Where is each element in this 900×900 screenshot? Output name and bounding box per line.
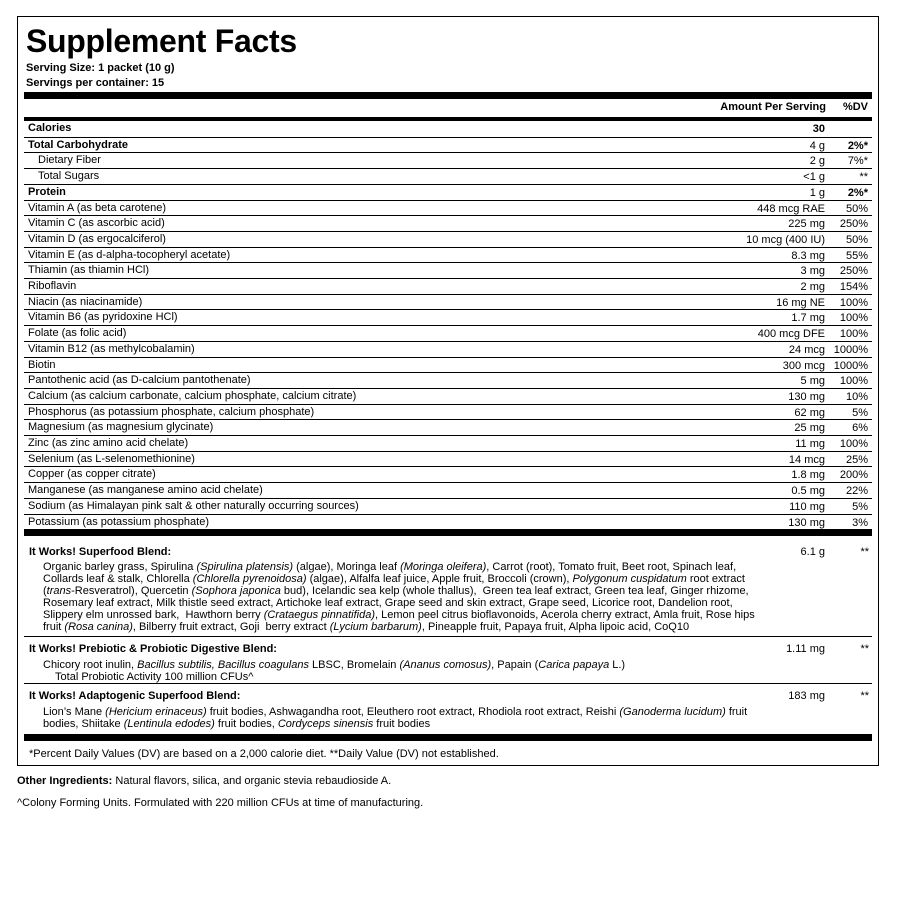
blend-amount: 1.11 mg	[786, 643, 825, 655]
ingredient-text: Carica papaya	[538, 659, 610, 671]
nutrient-dv: 5%	[852, 406, 868, 419]
nutrient-row	[24, 309, 872, 325]
cfu-note: ^Colony Forming Units. Formulated with 220 million CFUs at time of manufacturing.	[17, 797, 424, 809]
nutrient-amount: 5 mg	[800, 375, 825, 388]
nutrient-amount: 130 mg	[788, 390, 825, 403]
nutrient-name: Total Sugars	[38, 170, 100, 183]
blend-ingredients	[43, 659, 767, 683]
servings-per-container: Servings per container: 15	[26, 77, 165, 89]
nutrient-name: Niacin (as niacinamide)	[28, 295, 143, 308]
blend-ingredient-line	[43, 561, 767, 573]
nutrient-name: Vitamin A (as beta carotene)	[28, 201, 166, 214]
nutrient-dv: 22%	[845, 485, 868, 498]
nutrient-name: Folate (as folic acid)	[28, 327, 127, 340]
ingredient-text: , Pineapple fruit, Papaya fruit, Alpha lipoic acid, CoQ10	[421, 621, 690, 633]
nutrient-dv: 154%	[839, 281, 868, 293]
nutrient-name: Potassium (as potassium phosphate)	[28, 515, 209, 528]
ingredient-text: (Hericium erinaceus)	[105, 706, 207, 718]
nutrient-row	[24, 231, 872, 247]
nutrient-dv: 55%	[845, 249, 868, 262]
ingredient-text: Bacillus subtilis, Bacillus coagulans	[137, 659, 309, 671]
nutrient-name: Protein	[28, 185, 66, 198]
nutrient-row	[24, 215, 872, 231]
nutrient-name: Zinc (as zinc amino acid chelate)	[28, 437, 189, 449]
ingredient-text: (algae), Moringa leaf	[293, 561, 401, 573]
ingredient-text: Total Probiotic Activity 100 million CFUs^	[43, 671, 254, 683]
nutrient-row	[24, 184, 872, 200]
ingredient-text: Polygonum cuspidatum	[572, 573, 687, 585]
supplement-facts-panel	[17, 16, 879, 766]
ingredient-text: (	[43, 585, 47, 597]
nutrient-name: Phosphorus (as potassium phosphate, calcium phosphate)	[28, 405, 315, 418]
blend-dv: **	[860, 690, 869, 702]
nutrient-row	[24, 466, 872, 482]
nutrient-name: Vitamin D (as ergocalciferol)	[28, 232, 166, 245]
serving-size: Serving Size: 1 packet (10 g)	[26, 62, 175, 74]
nutrient-amount: 110 mg	[789, 500, 825, 513]
nutrient-row	[24, 137, 872, 153]
nutrient-name: Riboflavin	[28, 280, 77, 292]
ingredient-text: fruit bodies,	[214, 718, 278, 730]
other-ingredients	[17, 774, 391, 788]
nutrient-amount: 8.3 mg	[791, 249, 825, 262]
ingredient-text: (Rosa canina)	[64, 621, 133, 633]
ingredient-text: L.)	[609, 659, 626, 671]
ingredient-text: (Sophora japonica	[191, 585, 281, 597]
nutrient-name: Vitamin B12 (as methylcobalamin)	[28, 342, 195, 355]
ingredient-text: (Lycium barbarum)	[329, 621, 422, 633]
ingredient-text: (Ganoderma lucidum)	[619, 706, 726, 718]
nutrient-name: Magnesium (as magnesium glycinate)	[28, 421, 214, 434]
nutrient-amount: 1.7 mg	[791, 312, 825, 325]
nutrient-row	[24, 388, 872, 404]
nutrient-dv: 10%	[845, 390, 868, 403]
blend-ingredient-line	[43, 585, 767, 597]
nutrient-dv: 50%	[845, 202, 868, 215]
ingredient-text: Collards leaf & stalk, Chlorella	[43, 573, 193, 585]
nutrient-amount: 1 g	[809, 186, 825, 199]
blend-title: It Works! Adaptogenic Superfood Blend:	[29, 690, 241, 702]
nutrient-name: Copper (as copper citrate)	[28, 468, 156, 481]
footnote-divider	[24, 734, 872, 741]
blend-divider	[24, 636, 872, 637]
ingredient-text: fruit bodies	[373, 718, 431, 730]
nutrient-amount: 1.8 mg	[791, 469, 825, 482]
nutrient-amount: 11 mg	[795, 438, 825, 450]
nutrient-name: Manganese (as manganese amino acid chelate)	[28, 484, 263, 497]
blend-dv: **	[860, 643, 869, 655]
nutrient-name: Calories	[28, 122, 72, 134]
ingredient-text: (Ananus comosus)	[399, 659, 492, 671]
ingredient-text: bodies, Shiitake	[43, 718, 124, 730]
nutrient-amount: 16 mg NE	[776, 296, 825, 309]
ingredient-text: (Spirulina platensis)	[196, 561, 294, 573]
nutrient-row	[24, 200, 872, 216]
nutrient-amount: 10 mcg (400 IU)	[746, 233, 825, 246]
nutrient-dv: 50%	[845, 233, 868, 246]
nutrient-row	[24, 278, 872, 294]
ingredient-text: fruit	[43, 621, 65, 633]
nutrient-amount: 130 mg	[788, 516, 825, 529]
nutrient-dv: 1000%	[833, 359, 868, 372]
ingredient-text: (algae), Alfalfa leaf juice, Apple fruit, Broccoli (crown),	[306, 573, 573, 585]
nutrient-dv: 100%	[839, 438, 868, 450]
nutrient-dv: 3%	[852, 516, 868, 529]
nutrient-dv: 250%	[839, 218, 868, 231]
nutrient-amount: 2 mg	[800, 281, 825, 293]
nutrient-amount: 3 mg	[800, 265, 825, 278]
ingredient-text: , Papain (	[491, 659, 539, 671]
blend-ingredient-line	[43, 659, 767, 671]
amount-per-serving-header: Amount Per Serving	[720, 101, 826, 113]
nutrient-row	[24, 325, 872, 341]
nutrient-amount: 14 mcg	[788, 453, 825, 466]
blend-dv: **	[860, 546, 869, 558]
other-ingredients-text: Natural flavors, silica, and organic stevia rebaudioside A.	[112, 775, 392, 787]
ingredient-text: , Bilberry fruit extract, Goji berry extract	[132, 621, 330, 633]
nutrient-row	[24, 262, 872, 278]
nutrient-row	[24, 435, 872, 451]
nutrient-name: Selenium (as L-selenomethionine)	[28, 452, 195, 465]
blend-ingredient-line	[43, 671, 767, 683]
ingredient-text: (Lentinula edodes)	[123, 718, 215, 730]
nutrient-amount: 4 g	[809, 139, 825, 152]
blend-title: It Works! Superfood Blend:	[29, 546, 172, 558]
nutrient-dv: 1000%	[833, 343, 868, 356]
nutrient-dv: 5%	[852, 500, 868, 513]
ingredient-text: (Chlorella pyrenoidosa)	[192, 573, 307, 585]
nutrient-row	[24, 121, 872, 137]
nutrient-amount: 300 mcg	[782, 359, 825, 372]
nutrient-amount: 25 mg	[794, 422, 825, 435]
ingredient-text: Chicory root inulin,	[43, 659, 138, 671]
nutrient-dv: 7%*	[847, 155, 868, 168]
nutrient-name: Calcium (as calcium carbonate, calcium phosphate, calcium citrate)	[28, 389, 357, 402]
nutrient-amount: 448 mcg RAE	[757, 202, 825, 215]
nutrient-dv: 250%	[839, 265, 868, 278]
ingredient-text: root extract	[686, 573, 745, 585]
nutrient-dv: 100%	[839, 296, 868, 309]
nutrient-name: Dietary Fiber	[38, 154, 101, 167]
nutrient-row	[24, 514, 872, 530]
nutrient-row	[24, 357, 872, 373]
nutrient-name: Vitamin C (as ascorbic acid)	[28, 217, 165, 230]
other-ingredients-label: Other Ingredients:	[17, 775, 113, 787]
nutrient-row	[24, 247, 872, 263]
dv-header: %DV	[842, 101, 868, 113]
nutrient-name: Vitamin B6 (as pyridoxine HCl)	[28, 311, 178, 324]
blend-divider	[24, 683, 872, 684]
nutrient-row	[24, 404, 872, 420]
nutrient-amount: 2 g	[809, 155, 825, 168]
nutrient-amount: 225 mg	[788, 218, 825, 231]
nutrient-name: Thiamin (as thiamin HCl)	[28, 264, 150, 277]
nutrient-row	[24, 482, 872, 498]
blend-ingredient-line	[43, 573, 767, 585]
ingredient-text: Slippery elm unrossed bark, Hawthorn berry	[43, 609, 264, 621]
nutrient-row	[24, 341, 872, 357]
nutrient-dv: 2%*	[847, 139, 868, 152]
ingredient-text: fruit bodies, Ashwagandha root, Eleuthero root extract, Rhodiola root extract, Reishi	[206, 706, 620, 718]
nutrient-name: Vitamin E (as d-alpha-tocopheryl acetate)	[28, 248, 231, 261]
nutrient-row	[24, 294, 872, 310]
ingredient-text: (Moringa oleifera)	[400, 561, 487, 573]
nutrient-name: Biotin	[28, 358, 56, 371]
nutrient-row	[24, 152, 872, 168]
ingredient-text: Lion’s Mane	[43, 706, 106, 718]
blend-ingredient-line	[43, 706, 767, 718]
thick-divider	[24, 92, 872, 99]
blend-ingredients	[43, 706, 767, 730]
nutrient-row	[24, 372, 872, 388]
nutrient-name: Total Carbohydrate	[28, 138, 129, 151]
ingredient-text: , Carrot (root), Tomato fruit, Beet root, Spinach leaf,	[486, 561, 737, 573]
nutrient-name: Sodium (as Himalayan pink salt & other naturally occurring sources)	[28, 499, 359, 512]
ingredient-text: LBSC, Bromelain	[308, 659, 400, 671]
nutrient-dv: 100%	[839, 312, 868, 325]
blend-title: It Works! Prebiotic & Probiotic Digestive Blend:	[29, 643, 277, 655]
ingredient-text: fruit	[725, 706, 748, 718]
ingredient-text: trans	[46, 585, 72, 597]
nutrient-amount: 62 mg	[794, 406, 825, 419]
nutrient-amount: 400 mcg DFE	[757, 328, 825, 341]
ingredient-text: Cordyceps sinensis	[277, 718, 374, 730]
nutrient-dv: **	[859, 171, 868, 184]
nutrient-amount: 24 mcg	[788, 343, 825, 356]
nutrient-dv: 25%	[845, 453, 868, 466]
nutrient-dv: 100%	[839, 328, 868, 341]
blend-ingredients	[43, 561, 767, 633]
ingredient-text: bud), Icelandic sea kelp (whole thallus), Green tea leaf extract, Green tea leaf, Ginger rhizome,	[280, 585, 749, 597]
ingredient-text: Organic barley grass, Spirulina	[43, 561, 197, 573]
dv-footnote: *Percent Daily Values (DV) are based on a 2,000 calorie diet. **Daily Value (DV) not established.	[29, 748, 499, 760]
nutrient-name: Pantothenic acid (as D-calcium pantothenate)	[28, 374, 251, 387]
blend-ingredient-line	[43, 609, 767, 621]
nutrient-dv: 2%*	[847, 186, 868, 199]
nutrient-amount: 0.5 mg	[791, 485, 825, 498]
nutrient-row	[24, 498, 872, 514]
blend-amount: 183 mg	[788, 690, 825, 702]
blend-ingredient-line	[43, 718, 767, 730]
thick-divider-bottom	[24, 529, 872, 536]
blend-ingredient-line	[43, 621, 767, 633]
blend-amount: 6.1 g	[800, 546, 825, 558]
ingredient-text: -Resveratrol), Quercetin	[71, 585, 192, 597]
nutrient-row	[24, 451, 872, 467]
nutrient-dv: 6%	[852, 422, 868, 435]
nutrient-dv: 200%	[839, 469, 868, 482]
ingredient-text: , Lemon peel citrus bioflavonoids, Acerola cherry extract, Amla fruit, Rose hips	[375, 609, 755, 621]
nutrient-row	[24, 419, 872, 435]
blend-ingredient-line	[43, 597, 767, 609]
nutrient-dv: 100%	[839, 375, 868, 388]
nutrient-amount: <1 g	[803, 171, 825, 184]
nutrient-row	[24, 168, 872, 184]
ingredient-text: Rosemary leaf extract, Milk thistle seed extract, Artichoke leaf extract, Grape seed and skin extract, Grape seed, Licorice root, Dandelion root,	[43, 597, 733, 609]
nutrient-amount: 30	[812, 123, 825, 135]
ingredient-text: (Crataegus pinnatifida)	[263, 609, 376, 621]
panel-title: Supplement Facts	[26, 23, 297, 59]
